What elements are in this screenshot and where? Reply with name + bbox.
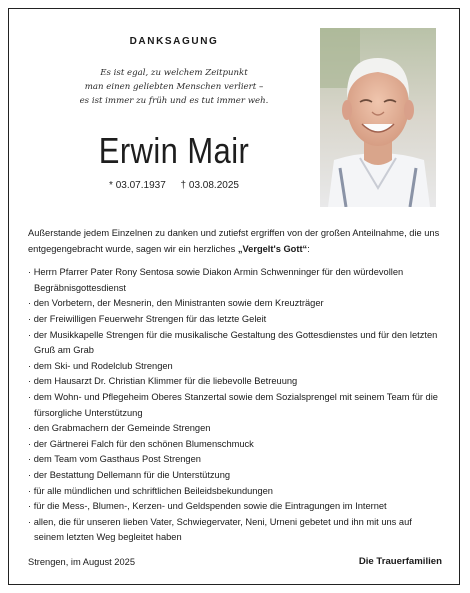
signature: Die Trauerfamilien — [358, 556, 442, 567]
list-item: · Herrn Pfarrer Pater Rony Sentosa sowie Diakon Armin Schwenninger für den würdevollen Begräbnisgottesdienst — [28, 265, 444, 296]
list-item: · für alle mündlichen und schriftlichen Beileidsbekundungen — [28, 484, 444, 500]
portrait-photo — [320, 28, 436, 207]
birth-date: * 03.07.1937 — [109, 180, 166, 191]
death-date: † 03.08.2025 — [180, 180, 239, 191]
intro-text: Außerstande jedem Einzelnen zu danken und zutiefst ergriffen von der großen Anteilnahme, die uns entgegengebracht wurde, sagen wir ein herzliches — [28, 228, 440, 254]
deceased-name: Erwin Mair — [98, 130, 250, 171]
memorial-quote — [56, 66, 292, 108]
intro-end: : — [307, 243, 310, 254]
list-item: · allen, die für unseren lieben Vater, Schwiegervater, Neni, Urneni gebetet und ihn mit uns auf seinem letzten Weg begleitet haben — [28, 515, 444, 546]
list-item: · den Grabmachern der Gemeinde Strengen — [28, 421, 444, 437]
intro-paragraph — [28, 226, 444, 257]
notice-body — [28, 226, 444, 546]
life-dates — [70, 180, 278, 191]
list-item: · der Gärtnerei Falch für den schönen Blumenschmuck — [28, 437, 444, 453]
notice-title: DANKSAGUNG — [129, 36, 219, 47]
intro-emphasis: „Vergelt's Gott“ — [237, 243, 308, 254]
list-item: · der Bestattung Dellemann für die Unterstützung — [28, 468, 444, 484]
place-date: Strengen, im August 2025 — [28, 557, 135, 567]
list-item: · der Freiwilligen Feuerwehr Strengen für das letzte Geleit — [28, 312, 444, 328]
quote-line: man einen geliebten Menschen verliert – — [84, 82, 264, 92]
list-item: · dem Team vom Gasthaus Post Strengen — [28, 452, 444, 468]
quote-line: Es ist egal, zu welchem Zeitpunkt — [100, 68, 248, 78]
quote-line: es ist immer zu früh und es tut immer weh. — [79, 96, 269, 106]
list-item: · dem Wohn- und Pflegeheim Oberes Stanzertal sowie dem Sozialsprengel mit seinem Team für die fürsorgliche Unterstützung — [28, 390, 444, 421]
thanks-list — [28, 265, 444, 546]
list-item: · dem Ski- und Rodelclub Strengen — [28, 359, 444, 375]
list-item: · der Musikkapelle Strengen für die musikalische Gestaltung des Gottesdienstes und für den letzten Gruß am Grab — [28, 328, 444, 359]
list-item: · dem Hausarzt Dr. Christian Klimmer für die liebevolle Betreuung — [28, 374, 444, 390]
list-item: · den Vorbetern, der Mesnerin, den Ministranten sowie dem Kreuzträger — [28, 296, 444, 312]
list-item: · für die Mess-, Blumen-, Kerzen- und Geldspenden sowie die Eintragungen im Internet — [28, 499, 444, 515]
